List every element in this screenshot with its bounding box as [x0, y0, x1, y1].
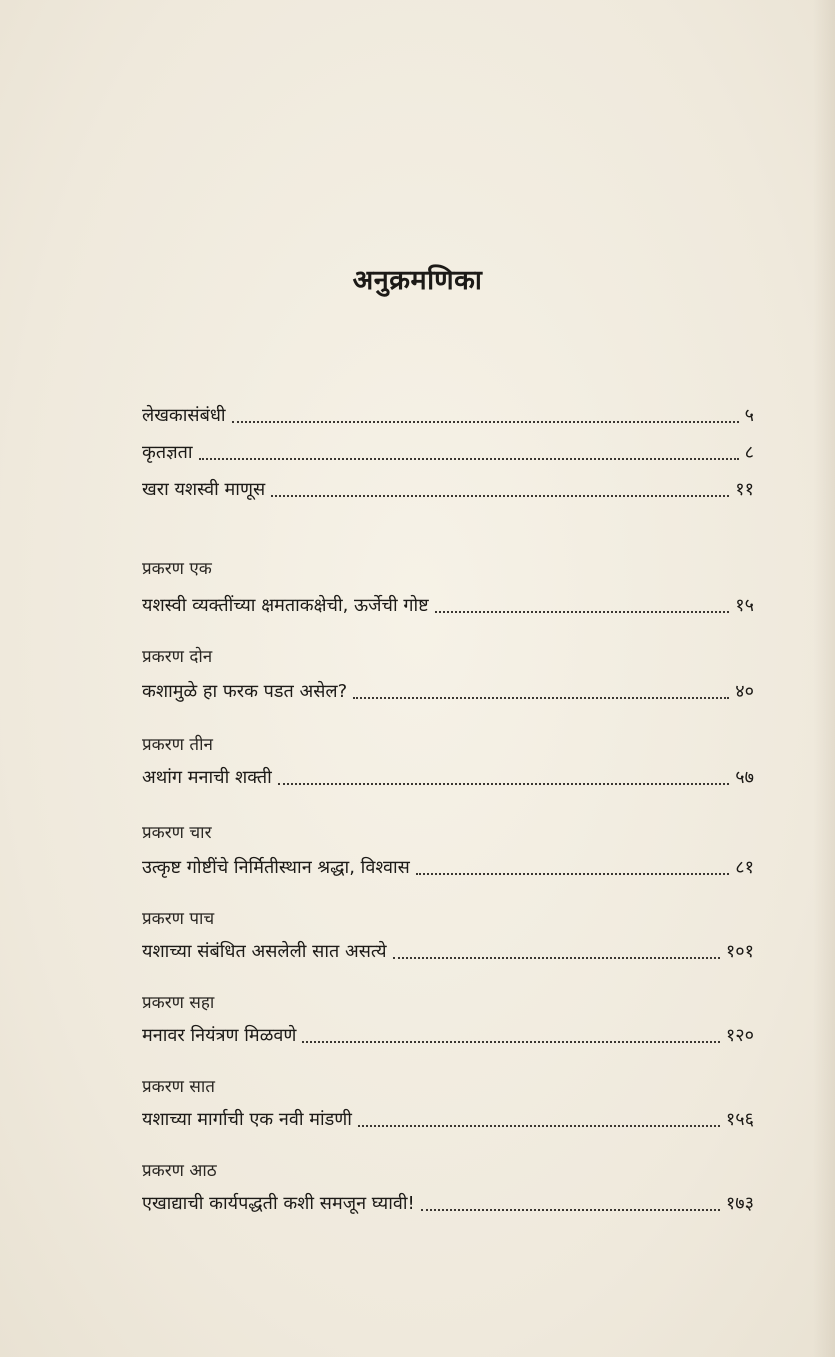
dot-leader	[393, 957, 720, 959]
toc-entry	[142, 1192, 754, 1216]
dot-leader	[421, 1209, 720, 1211]
dot-leader	[353, 697, 729, 699]
chapter-heading: प्रकरण तीन	[142, 735, 213, 755]
chapter-heading: प्रकरण एक	[142, 559, 212, 579]
toc-entry	[142, 766, 754, 790]
toc-entry	[142, 856, 754, 880]
entry-page: १५६	[725, 1109, 754, 1130]
toc-entry	[142, 404, 754, 428]
chapter-heading: प्रकरण सहा	[142, 993, 215, 1013]
entry-title: अथांग मनाची शक्ती	[142, 767, 272, 788]
toc-entry	[142, 1108, 754, 1132]
toc-entry	[142, 478, 754, 502]
toc-entry	[142, 594, 754, 618]
toc-entry	[142, 940, 754, 964]
chapter-heading: प्रकरण दोन	[142, 647, 213, 667]
entry-page: १२०	[725, 1025, 754, 1046]
dot-leader	[232, 421, 739, 423]
entry-page: ११	[735, 479, 754, 500]
chapter-heading: प्रकरण सात	[142, 1077, 215, 1097]
dot-leader	[278, 783, 729, 785]
entry-title: एखाद्याची कार्यपद्धती कशी समजून घ्यावी!	[142, 1193, 415, 1214]
dot-leader	[416, 873, 729, 875]
entry-title: खरा यशस्वी माणूस	[142, 479, 266, 500]
entry-page: ८	[744, 442, 754, 463]
toc-entry	[142, 1024, 754, 1048]
dot-leader	[302, 1041, 720, 1043]
page-edge-shadow	[813, 0, 835, 1357]
dot-leader	[199, 458, 739, 460]
entry-page: १७३	[725, 1193, 754, 1214]
dot-leader	[435, 611, 730, 613]
entry-page: ५	[744, 405, 754, 426]
dot-leader	[358, 1125, 720, 1127]
entry-page: ५७	[735, 767, 754, 788]
toc-entry	[142, 680, 754, 704]
entry-title: कशामुळे हा फरक पडत असेल?	[142, 681, 348, 702]
chapter-heading: प्रकरण चार	[142, 823, 212, 843]
page-title: अनुक्रमणिका	[352, 265, 483, 296]
entry-title: यशाच्या मार्गाची एक नवी मांडणी	[142, 1109, 352, 1130]
chapter-heading: प्रकरण आठ	[142, 1161, 217, 1181]
entry-title: यशाच्या संबंधित असलेली सात असत्ये	[142, 941, 387, 962]
chapter-heading: प्रकरण पाच	[142, 909, 215, 929]
entry-title: उत्कृष्ट गोष्टींचे निर्मितीस्थान श्रद्धा, विश्वास	[142, 857, 410, 878]
entry-page: ४०	[735, 681, 754, 702]
entry-title: यशस्वी व्यक्तींच्या क्षमताकक्षेची, ऊर्जेची गोष्ट	[142, 595, 429, 616]
entry-title: लेखकासंबंधी	[142, 405, 226, 426]
entry-title: कृतज्ञता	[142, 442, 193, 463]
entry-page: ८१	[735, 857, 754, 878]
toc-entry	[142, 441, 754, 465]
entry-page: १०१	[725, 941, 754, 962]
entry-title: मनावर नियंत्रण मिळवणे	[142, 1025, 297, 1046]
entry-page: १५	[735, 595, 754, 616]
dot-leader	[271, 495, 729, 497]
